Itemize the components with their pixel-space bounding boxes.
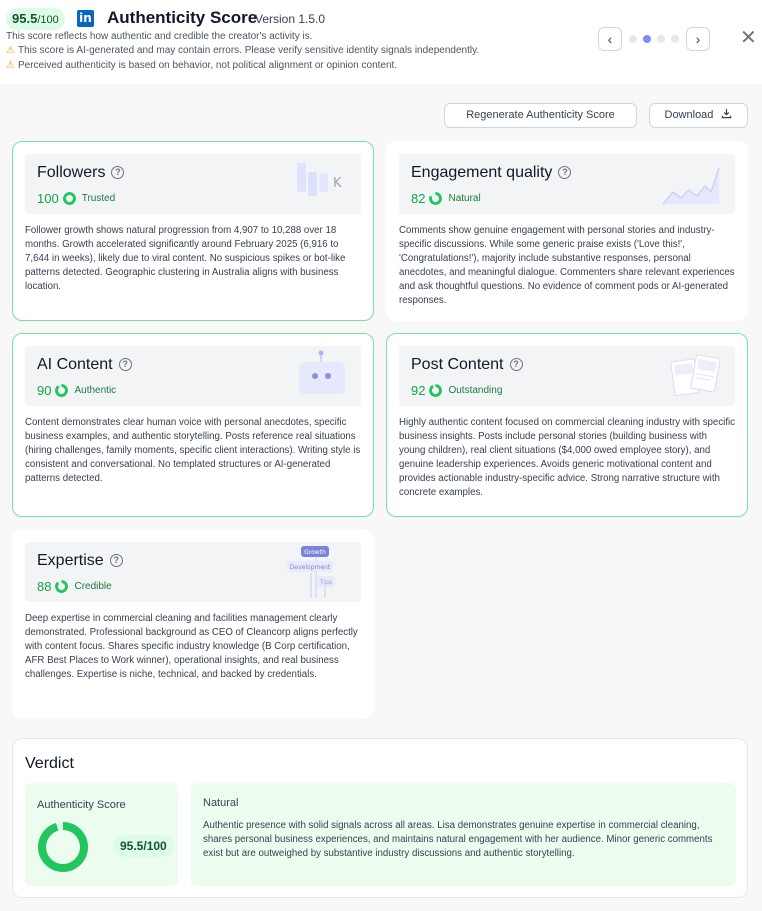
download-button-label: Download (664, 109, 714, 121)
card-score (37, 579, 112, 594)
close-icon[interactable]: ✕ (740, 27, 757, 49)
verdict-score-label: Authenticity Score (37, 799, 126, 811)
card-title (37, 356, 132, 374)
card-title-text: Followers (37, 164, 106, 181)
download-icon (721, 108, 732, 119)
card-header (25, 154, 361, 214)
chevron-right-icon: › (695, 31, 701, 47)
header (0, 0, 762, 84)
card-score (411, 191, 481, 206)
card-score-value: 100 (37, 191, 59, 206)
chevron-left-icon: ‹ (607, 31, 613, 47)
card-description: Follower growth shows natural progression from 4,907 to 10,288 over 18 months. Growth accelerated significantly around February 2025 (6,916 to 7,644 in weeks), likely due to viral content. No suspicious spikes or bot-like patterns detected. Geographic clustering in Australia aligns with business location. (25, 225, 346, 293)
verdict-summary-box (191, 783, 736, 886)
prev-page-button[interactable] (598, 27, 622, 51)
score-ring-icon (63, 192, 76, 205)
card-title (37, 552, 123, 570)
card-score (37, 191, 115, 206)
score-badge (6, 8, 65, 30)
card-title (411, 164, 571, 182)
card-score (411, 383, 502, 398)
card-ai-content (12, 333, 374, 517)
help-icon[interactable]: ? (110, 554, 123, 567)
card-header (399, 346, 735, 406)
score-ring-icon (429, 384, 442, 397)
pager-dot-4[interactable] (671, 35, 679, 43)
card-title-text: Engagement quality (411, 164, 553, 181)
verdict-category: Natural (203, 797, 239, 809)
help-icon[interactable]: ? (558, 166, 571, 179)
engagement-chart-icon (659, 158, 723, 208)
score-ring-icon (429, 192, 442, 205)
tag-development: Development (289, 564, 331, 571)
post-documents-icon (659, 350, 723, 400)
score-description: This score reflects how authentic and credible the creator's activity is. (6, 31, 313, 42)
pager (598, 27, 710, 51)
card-score-label: Trusted (81, 193, 116, 204)
card-score-label: Outstanding (448, 385, 503, 396)
ai-warning (6, 45, 479, 56)
linkedin-icon: in (77, 10, 94, 27)
warning-triangle-icon: ⚠ (6, 60, 15, 71)
card-score-value: 90 (37, 383, 52, 398)
download-button[interactable] (649, 103, 748, 128)
card-score (37, 383, 116, 398)
robot-icon (285, 350, 349, 400)
card-title (411, 356, 523, 374)
card-followers (12, 141, 374, 321)
score-badge-denominator: /100 (37, 14, 59, 26)
card-score-value: 92 (411, 383, 426, 398)
score-badge-value: 95.5 (12, 11, 38, 26)
follower-bars-icon (285, 158, 349, 208)
pager-dot-3[interactable] (657, 35, 665, 43)
card-header (399, 154, 735, 214)
card-score-label: Natural (448, 193, 481, 204)
page-title: Authenticity Score (107, 8, 258, 27)
verdict-title: Verdict (25, 755, 74, 772)
card-title-text: Expertise (37, 552, 104, 569)
verdict-panel (12, 738, 748, 898)
version-label: Version 1.5.0 (255, 12, 326, 26)
card-score-label: Credible (74, 581, 112, 592)
card-description: Comments show genuine engagement with personal stories and industry-specific discussions. While some generic praise exists ('Love this!', 'Congratulations!'), majority include substantive responses, personal anecdotes, and meaningful dialogue. Commenters share relevant experiences and ask thoughtful questions. No evidence of comment pods or AI-generated responses. (399, 225, 735, 307)
thousands-k-label: K (333, 176, 342, 191)
warning-triangle-icon: ⚠ (6, 45, 15, 56)
card-description: Deep expertise in commercial cleaning and facilities management clearly demonstrated. Professional background as CEO of Cleancorp aligns perfectly with content focus. Shares specific industry knowledge (B Corp certification, AFR Best Places to Work winner), operational insights, and real business challenges. Expertise is niche, technical, and backed by credentials. (25, 613, 358, 681)
regenerate-button-label: Regenerate Authenticity Score (466, 109, 615, 121)
pager-dot-1[interactable] (629, 35, 637, 43)
help-icon[interactable]: ? (119, 358, 132, 371)
tag-growth: Growth (304, 549, 326, 556)
card-score-label: Authentic (74, 385, 117, 396)
next-page-button[interactable] (686, 27, 710, 51)
verdict-text: Authentic presence with solid signals across all areas. Lisa demonstrates genuine expertise in commercial cleaning, shares personal business experiences, and maintains natural engagement with her audience. Minor generic comments exist but are outweighed by substantive industry discussions and authentic storytelling. (203, 820, 713, 860)
card-description: Highly authentic content focused on commercial cleaning industry with specific business insights. Posts include personal stories (building business with young children), real client situations ($4,000 owed employee story), and genuine leadership experiences. Avoids generic motivational content and provides actionable industry-specific advice. Strong narrative structure with concrete examples. (399, 417, 736, 499)
tag-tips: Tips (319, 579, 333, 586)
score-ring-icon (55, 384, 68, 397)
card-post-content (386, 333, 748, 517)
verdict-score-box (25, 783, 178, 886)
help-icon[interactable]: ? (510, 358, 523, 371)
card-title (37, 164, 124, 182)
regenerate-button[interactable] (444, 103, 637, 128)
ai-warning-text: This score is AI-generated and may contain errors. Please verify sensitive identity signals independently. (17, 45, 480, 56)
card-title-text: Post Content (411, 356, 504, 373)
verdict-score-badge: 95.5/100 (113, 835, 174, 857)
card-engagement-quality (386, 141, 748, 321)
card-score-value: 88 (37, 579, 52, 594)
perception-warning-text: Perceived authenticity is based on behavior, not political alignment or opinion content. (17, 60, 398, 71)
pager-dot-2[interactable] (643, 35, 651, 43)
help-icon[interactable]: ? (111, 166, 124, 179)
card-description: Content demonstrates clear human voice with personal anecdotes, specific business examples, and authentic storytelling. Posts reference real situations (hiring challenges, family moments, specific client interactions). Writing style is consistent and conversational. No templated structures or AI-generated patterns detected. (25, 417, 361, 485)
card-score-value: 82 (411, 191, 426, 206)
expertise-tree-icon (285, 546, 349, 598)
card-title-text: AI Content (37, 356, 113, 373)
perception-warning (6, 60, 397, 71)
score-ring-icon (55, 580, 68, 593)
card-header (25, 346, 361, 406)
card-header (25, 542, 361, 602)
card-expertise (12, 529, 374, 719)
score-donut-icon (38, 822, 88, 872)
